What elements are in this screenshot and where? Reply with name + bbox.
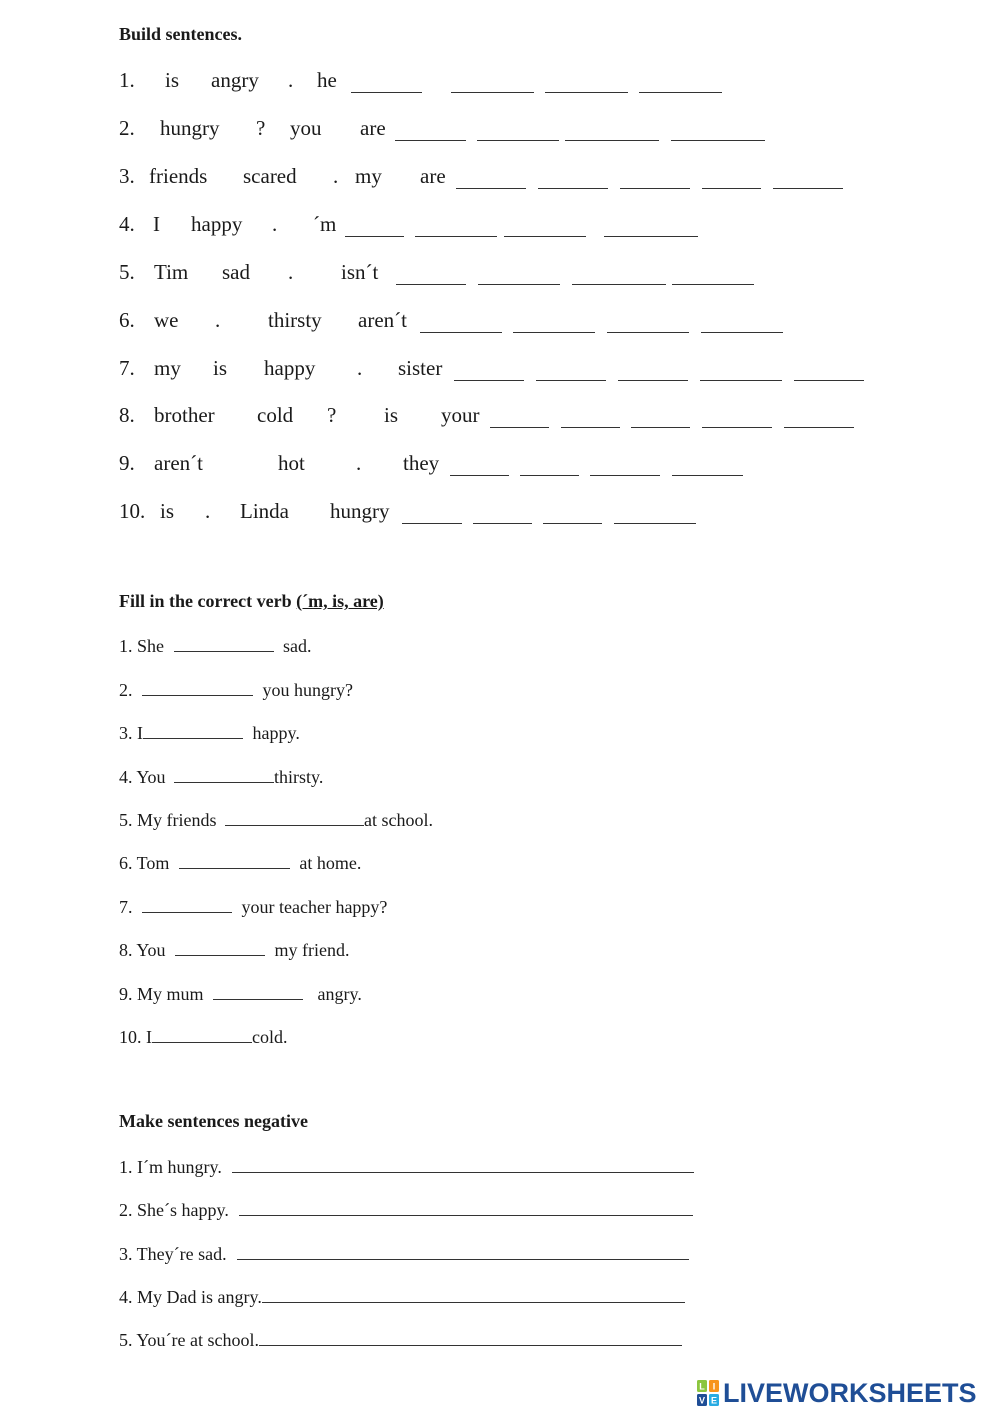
- item-suffix: you hungry?: [262, 680, 353, 700]
- answer-blank[interactable]: [456, 188, 526, 189]
- verb-blank[interactable]: [152, 1024, 252, 1043]
- negative-item-1: [119, 1154, 694, 1178]
- answer-blank[interactable]: [773, 188, 843, 189]
- answer-blank[interactable]: [590, 475, 660, 476]
- word-tile: my: [154, 356, 181, 380]
- negative-item-3: [119, 1241, 689, 1265]
- answer-blank[interactable]: [504, 236, 586, 237]
- word-tile: my: [355, 164, 382, 188]
- answer-blank[interactable]: [620, 188, 690, 189]
- word-tile: hot: [278, 451, 305, 475]
- verb-item-7: [119, 894, 387, 918]
- row-number: 10.: [119, 499, 146, 523]
- verb-blank[interactable]: [142, 894, 232, 913]
- word-tile: is: [213, 356, 228, 380]
- word-tile: Linda: [240, 499, 289, 523]
- word-tile: cold: [257, 403, 294, 427]
- row-number: 7.: [119, 356, 135, 380]
- answer-blank[interactable]: [565, 140, 659, 141]
- word-tile: brother: [154, 403, 215, 427]
- negative-sentence: 5. You´re at school.: [119, 1330, 259, 1350]
- verb-blank[interactable]: [174, 633, 274, 652]
- build-row-9: [0, 451, 1000, 481]
- answer-blank[interactable]: [604, 236, 698, 237]
- negative-answer-line[interactable]: [232, 1154, 694, 1173]
- word-tile: .: [272, 212, 278, 236]
- item-suffix: thirsty.: [274, 767, 324, 787]
- item-suffix: my friend.: [274, 940, 350, 960]
- word-tile: your: [441, 403, 480, 427]
- answer-blank[interactable]: [420, 332, 502, 333]
- verb-options: (´m, is, are): [296, 591, 384, 611]
- row-number: 9.: [119, 451, 135, 475]
- word-tile: scared: [243, 164, 297, 188]
- item-prefix: 3. I: [119, 723, 143, 743]
- row-number: 4.: [119, 212, 135, 236]
- liveworksheets-logo: [697, 1378, 995, 1408]
- answer-blank[interactable]: [672, 475, 743, 476]
- word-tile: .: [215, 308, 221, 332]
- word-tile: aren´t: [154, 451, 203, 475]
- answer-blank[interactable]: [543, 523, 602, 524]
- word-tile: is: [384, 403, 399, 427]
- word-tile: I: [153, 212, 160, 236]
- build-row-8: [0, 403, 1000, 433]
- verb-blank[interactable]: [179, 850, 290, 869]
- build-row-1: [0, 68, 1000, 98]
- answer-blank[interactable]: [451, 92, 534, 93]
- build-row-2: [0, 116, 1000, 146]
- word-tile: hungry: [160, 116, 220, 140]
- word-tile: .: [288, 260, 294, 284]
- word-tile: happy: [191, 212, 243, 236]
- badge-letter: E: [710, 1395, 718, 1406]
- word-tile: ´m: [313, 212, 337, 236]
- word-tile: are: [360, 116, 386, 140]
- row-number: 5.: [119, 260, 135, 284]
- verb-item-1: [119, 633, 312, 657]
- answer-blank[interactable]: [415, 236, 497, 237]
- negative-answer-line[interactable]: [259, 1327, 682, 1346]
- build-row-4: [0, 212, 1000, 242]
- answer-blank[interactable]: [794, 380, 864, 381]
- verb-blank[interactable]: [175, 937, 265, 956]
- word-tile: is: [160, 499, 175, 523]
- verb-blank[interactable]: [225, 807, 364, 826]
- item-prefix: 9. My mum: [119, 984, 204, 1004]
- word-tile: Tim: [154, 260, 189, 284]
- word-tile: .: [356, 451, 362, 475]
- answer-blank[interactable]: [478, 284, 560, 285]
- answer-blank[interactable]: [639, 92, 722, 93]
- answer-blank[interactable]: [396, 284, 466, 285]
- word-tile: sad: [222, 260, 250, 284]
- row-number: 6.: [119, 308, 135, 332]
- negative-item-4: [119, 1284, 685, 1308]
- item-prefix: 1. She: [119, 636, 164, 656]
- negative-item-2: [119, 1197, 693, 1221]
- answer-blank[interactable]: [631, 427, 690, 428]
- negative-heading: Make sentences negative: [119, 1111, 308, 1131]
- answer-blank[interactable]: [671, 140, 765, 141]
- answer-blank[interactable]: [513, 332, 595, 333]
- word-tile: are: [420, 164, 446, 188]
- answer-blank[interactable]: [402, 523, 462, 524]
- negative-sentence: 1. I´m hungry.: [119, 1157, 222, 1177]
- item-suffix: cold.: [252, 1027, 288, 1047]
- logo-text: LIVEWORKSHEETS: [723, 1378, 977, 1408]
- item-prefix: 5. My friends: [119, 810, 217, 830]
- build-row-10: [0, 499, 1000, 529]
- item-prefix: 4. You: [119, 767, 166, 787]
- verb-blank[interactable]: [142, 677, 253, 696]
- word-tile: they: [403, 451, 440, 475]
- answer-blank[interactable]: [700, 380, 782, 381]
- answer-blank[interactable]: [345, 236, 404, 237]
- verb-item-4: [119, 764, 323, 788]
- badge-letter: I: [712, 1381, 716, 1392]
- answer-blank[interactable]: [450, 475, 509, 476]
- badge-letter: V: [698, 1395, 706, 1406]
- item-prefix: 7.: [119, 897, 133, 917]
- word-tile: ?: [256, 116, 266, 140]
- row-number: 8.: [119, 403, 135, 427]
- verb-item-9: [119, 981, 362, 1005]
- answer-blank[interactable]: [614, 523, 696, 524]
- verb-item-2: [119, 677, 353, 701]
- item-suffix: sad.: [283, 636, 312, 656]
- verb-blank[interactable]: [213, 981, 303, 1000]
- item-suffix: angry.: [317, 984, 362, 1004]
- word-tile: he: [317, 68, 337, 92]
- word-tile: .: [205, 499, 211, 523]
- verb-item-5: [119, 807, 433, 831]
- answer-blank[interactable]: [395, 140, 466, 141]
- fill-verb-heading: [119, 591, 384, 612]
- build-row-5: [0, 260, 1000, 290]
- negative-sentence: 2. She´s happy.: [119, 1200, 229, 1220]
- answer-blank[interactable]: [618, 380, 688, 381]
- answer-blank[interactable]: [454, 380, 524, 381]
- item-suffix: at school.: [364, 810, 433, 830]
- negative-answer-line[interactable]: [239, 1197, 693, 1216]
- verb-item-8: [119, 937, 350, 961]
- word-tile: thirsty: [268, 308, 322, 332]
- answer-blank[interactable]: [702, 427, 772, 428]
- build-sentences-heading: Build sentences.: [119, 24, 243, 44]
- item-prefix: 6. Tom: [119, 853, 170, 873]
- badge-letter: L: [699, 1381, 705, 1392]
- item-suffix: at home.: [299, 853, 362, 873]
- build-row-6: [0, 308, 1000, 338]
- answer-blank[interactable]: [490, 427, 549, 428]
- answer-blank[interactable]: [572, 284, 666, 285]
- negative-sentence: 4. My Dad is angry.: [119, 1287, 262, 1307]
- answer-blank[interactable]: [561, 427, 620, 428]
- word-tile: you: [290, 116, 322, 140]
- item-suffix: happy.: [252, 723, 300, 743]
- build-row-7: [0, 356, 1000, 386]
- word-tile: happy: [264, 356, 316, 380]
- word-tile: friends: [149, 164, 208, 188]
- answer-blank[interactable]: [351, 92, 422, 93]
- answer-blank[interactable]: [701, 332, 783, 333]
- item-prefix: 10. I: [119, 1027, 152, 1047]
- word-tile: sister: [398, 356, 443, 380]
- answer-blank[interactable]: [536, 380, 606, 381]
- word-tile: isn´t: [341, 260, 379, 284]
- row-number: 1.: [119, 68, 135, 92]
- answer-blank[interactable]: [607, 332, 689, 333]
- verb-blank[interactable]: [174, 764, 274, 783]
- word-tile: .: [357, 356, 363, 380]
- word-tile: is: [165, 68, 180, 92]
- row-number: 2.: [119, 116, 135, 140]
- row-number: 3.: [119, 164, 135, 188]
- word-tile: angry: [211, 68, 259, 92]
- item-prefix: 8. You: [119, 940, 166, 960]
- word-tile: .: [288, 68, 294, 92]
- word-tile: aren´t: [358, 308, 407, 332]
- answer-blank[interactable]: [473, 523, 532, 524]
- item-prefix: 2.: [119, 680, 133, 700]
- verb-blank[interactable]: [143, 720, 243, 739]
- liveworksheets-badge-icon: [697, 1380, 719, 1406]
- word-tile: hungry: [330, 499, 390, 523]
- answer-blank[interactable]: [672, 284, 754, 285]
- word-tile: ?: [327, 403, 337, 427]
- negative-answer-line[interactable]: [262, 1284, 685, 1303]
- answer-blank[interactable]: [545, 92, 628, 93]
- verb-item-6: [119, 850, 361, 874]
- verb-item-10: [119, 1024, 288, 1048]
- word-tile: .: [333, 164, 339, 188]
- answer-blank[interactable]: [538, 188, 608, 189]
- item-suffix: your teacher happy?: [241, 897, 388, 917]
- build-row-3: [0, 164, 1000, 194]
- answer-blank[interactable]: [784, 427, 854, 428]
- answer-blank[interactable]: [520, 475, 579, 476]
- answer-blank[interactable]: [477, 140, 559, 141]
- negative-item-5: [119, 1327, 682, 1351]
- negative-answer-line[interactable]: [237, 1241, 689, 1260]
- word-tile: we: [154, 308, 179, 332]
- fill-verb-heading-text: Fill in the correct verb: [119, 591, 292, 611]
- answer-blank[interactable]: [702, 188, 761, 189]
- negative-sentence: 3. They´re sad.: [119, 1244, 227, 1264]
- verb-item-3: [119, 720, 300, 744]
